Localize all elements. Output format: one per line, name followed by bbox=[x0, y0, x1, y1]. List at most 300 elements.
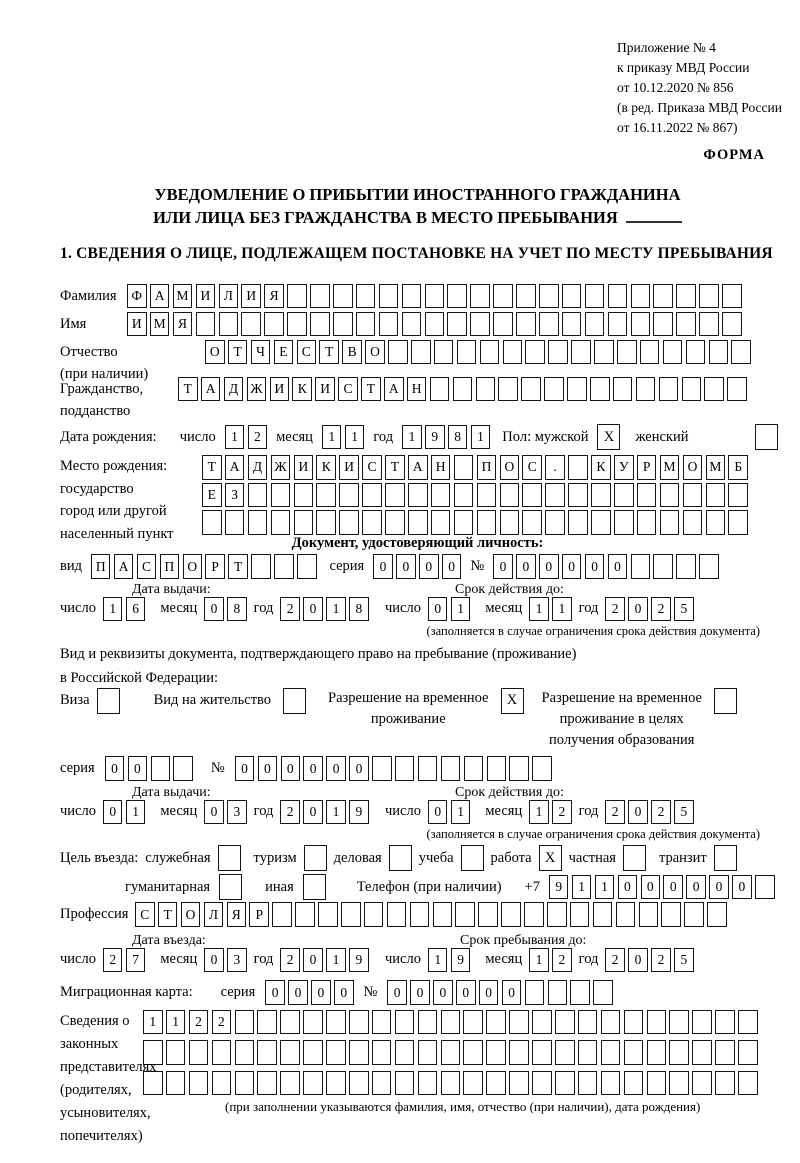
char-cell[interactable] bbox=[601, 1010, 621, 1035]
char-cell[interactable]: Т bbox=[202, 455, 222, 480]
char-cell[interactable] bbox=[532, 756, 552, 781]
char-cell[interactable] bbox=[614, 510, 634, 535]
char-cell[interactable]: 0 bbox=[387, 980, 407, 1005]
char-cell[interactable] bbox=[692, 1040, 712, 1065]
digit-cell[interactable]: 1 bbox=[322, 425, 342, 450]
char-cell[interactable]: М bbox=[706, 455, 726, 480]
char-cell[interactable] bbox=[379, 284, 399, 309]
char-cell[interactable]: 0 bbox=[334, 980, 354, 1005]
char-cell[interactable] bbox=[271, 510, 291, 535]
char-cell[interactable] bbox=[676, 554, 696, 579]
char-cell[interactable] bbox=[402, 312, 422, 337]
digit-cell[interactable]: 1 bbox=[103, 597, 123, 622]
char-cell[interactable]: 0 bbox=[326, 756, 346, 781]
digit-cell[interactable]: 2 bbox=[605, 800, 625, 825]
char-cell[interactable] bbox=[653, 284, 673, 309]
char-cell[interactable] bbox=[669, 1071, 689, 1096]
char-cell[interactable] bbox=[568, 483, 588, 508]
char-cell[interactable] bbox=[590, 377, 610, 402]
char-cell[interactable] bbox=[684, 902, 704, 927]
digit-cell[interactable]: 9 bbox=[349, 800, 369, 825]
char-cell[interactable] bbox=[522, 510, 542, 535]
char-cell[interactable] bbox=[287, 312, 307, 337]
digit-cell[interactable]: 5 bbox=[674, 948, 694, 973]
char-cell[interactable]: 0 bbox=[396, 554, 416, 579]
char-cell[interactable]: И bbox=[294, 455, 314, 480]
char-cell[interactable] bbox=[555, 1071, 575, 1096]
digit-cell[interactable]: 0 bbox=[303, 597, 323, 622]
char-cell[interactable] bbox=[682, 377, 702, 402]
char-cell[interactable]: Р bbox=[637, 455, 657, 480]
char-cell[interactable] bbox=[571, 340, 591, 365]
char-cell[interactable] bbox=[631, 554, 651, 579]
char-cell[interactable] bbox=[568, 455, 588, 480]
char-cell[interactable]: Я bbox=[173, 312, 193, 337]
char-cell[interactable]: Т bbox=[228, 554, 248, 579]
digit-cell[interactable]: 0 bbox=[204, 597, 224, 622]
char-cell[interactable] bbox=[509, 756, 529, 781]
char-cell[interactable] bbox=[539, 312, 559, 337]
char-cell[interactable] bbox=[395, 1040, 415, 1065]
char-cell[interactable] bbox=[271, 483, 291, 508]
digit-cell[interactable]: 2 bbox=[605, 597, 625, 622]
char-cell[interactable]: 0 bbox=[709, 875, 729, 900]
char-cell[interactable] bbox=[493, 284, 513, 309]
char-cell[interactable] bbox=[692, 1071, 712, 1096]
char-cell[interactable]: И bbox=[339, 455, 359, 480]
char-cell[interactable]: О bbox=[183, 554, 203, 579]
char-cell[interactable]: 0 bbox=[456, 980, 476, 1005]
char-cell[interactable]: М bbox=[660, 455, 680, 480]
char-cell[interactable] bbox=[151, 756, 171, 781]
char-cell[interactable] bbox=[418, 1010, 438, 1035]
char-cell[interactable] bbox=[212, 1040, 232, 1065]
char-cell[interactable]: 1 bbox=[595, 875, 615, 900]
char-cell[interactable] bbox=[585, 284, 605, 309]
char-cell[interactable] bbox=[326, 1071, 346, 1096]
char-cell[interactable] bbox=[562, 312, 582, 337]
char-cell[interactable]: О bbox=[500, 455, 520, 480]
char-cell[interactable]: 0 bbox=[288, 980, 308, 1005]
char-cell[interactable]: 0 bbox=[686, 875, 706, 900]
char-cell[interactable] bbox=[593, 902, 613, 927]
char-cell[interactable]: 0 bbox=[608, 554, 628, 579]
char-cell[interactable] bbox=[431, 510, 451, 535]
char-cell[interactable]: Т bbox=[228, 340, 248, 365]
digit-cell[interactable]: 8 bbox=[349, 597, 369, 622]
char-cell[interactable] bbox=[202, 510, 222, 535]
char-cell[interactable] bbox=[660, 483, 680, 508]
char-cell[interactable]: Т bbox=[319, 340, 339, 365]
char-cell[interactable] bbox=[447, 312, 467, 337]
char-cell[interactable] bbox=[532, 1010, 552, 1035]
digit-cell[interactable]: 2 bbox=[103, 948, 123, 973]
char-cell[interactable] bbox=[447, 284, 467, 309]
digit-cell[interactable]: 9 bbox=[451, 948, 471, 973]
digit-cell[interactable]: 2 bbox=[651, 800, 671, 825]
char-cell[interactable] bbox=[297, 554, 317, 579]
char-cell[interactable]: К bbox=[591, 455, 611, 480]
char-cell[interactable]: Л bbox=[204, 902, 224, 927]
char-cell[interactable] bbox=[568, 510, 588, 535]
char-cell[interactable]: О bbox=[365, 340, 385, 365]
char-cell[interactable] bbox=[738, 1040, 758, 1065]
char-cell[interactable] bbox=[434, 340, 454, 365]
digit-cell[interactable]: 5 bbox=[674, 597, 694, 622]
char-cell[interactable] bbox=[310, 312, 330, 337]
char-cell[interactable]: А bbox=[114, 554, 134, 579]
digit-cell[interactable]: 0 bbox=[303, 948, 323, 973]
char-cell[interactable]: А bbox=[408, 455, 428, 480]
char-cell[interactable]: С bbox=[297, 340, 317, 365]
purpose-private-checkbox[interactable] bbox=[623, 845, 646, 871]
digit-cell[interactable]: 2 bbox=[651, 948, 671, 973]
char-cell[interactable] bbox=[318, 902, 338, 927]
digit-cell[interactable]: 1 bbox=[345, 425, 365, 450]
char-cell[interactable] bbox=[503, 340, 523, 365]
char-cell[interactable] bbox=[212, 1071, 232, 1096]
char-cell[interactable]: И bbox=[196, 284, 216, 309]
char-cell[interactable]: Ч bbox=[251, 340, 271, 365]
digit-cell[interactable]: 0 bbox=[204, 948, 224, 973]
char-cell[interactable]: Б bbox=[728, 455, 748, 480]
char-cell[interactable] bbox=[385, 483, 405, 508]
char-cell[interactable] bbox=[274, 554, 294, 579]
char-cell[interactable] bbox=[547, 902, 567, 927]
char-cell[interactable] bbox=[303, 1040, 323, 1065]
char-cell[interactable] bbox=[631, 312, 651, 337]
char-cell[interactable] bbox=[624, 1040, 644, 1065]
char-cell[interactable] bbox=[257, 1040, 277, 1065]
char-cell[interactable]: С bbox=[522, 455, 542, 480]
char-cell[interactable]: 0 bbox=[419, 554, 439, 579]
char-cell[interactable] bbox=[333, 284, 353, 309]
char-cell[interactable] bbox=[251, 554, 271, 579]
char-cell[interactable]: 0 bbox=[493, 554, 513, 579]
char-cell[interactable]: 0 bbox=[479, 980, 499, 1005]
char-cell[interactable] bbox=[476, 377, 496, 402]
edu-permit-checkbox[interactable] bbox=[714, 688, 737, 714]
char-cell[interactable] bbox=[601, 1040, 621, 1065]
char-cell[interactable] bbox=[364, 902, 384, 927]
char-cell[interactable]: У bbox=[614, 455, 634, 480]
char-cell[interactable] bbox=[463, 1071, 483, 1096]
digit-cell[interactable]: 2 bbox=[280, 597, 300, 622]
char-cell[interactable]: 0 bbox=[303, 756, 323, 781]
char-cell[interactable] bbox=[402, 284, 422, 309]
char-cell[interactable]: Е bbox=[202, 483, 222, 508]
char-cell[interactable] bbox=[509, 1071, 529, 1096]
char-cell[interactable] bbox=[594, 340, 614, 365]
char-cell[interactable] bbox=[264, 312, 284, 337]
char-cell[interactable] bbox=[349, 1071, 369, 1096]
char-cell[interactable] bbox=[706, 483, 726, 508]
char-cell[interactable] bbox=[493, 312, 513, 337]
char-cell[interactable] bbox=[498, 377, 518, 402]
char-cell[interactable]: 0 bbox=[349, 756, 369, 781]
char-cell[interactable] bbox=[470, 312, 490, 337]
char-cell[interactable] bbox=[294, 510, 314, 535]
digit-cell[interactable]: 5 bbox=[674, 800, 694, 825]
purpose-other-checkbox[interactable] bbox=[303, 874, 326, 900]
char-cell[interactable] bbox=[683, 483, 703, 508]
char-cell[interactable] bbox=[516, 312, 536, 337]
digit-cell[interactable]: 1 bbox=[326, 948, 346, 973]
char-cell[interactable]: 0 bbox=[105, 756, 125, 781]
digit-cell[interactable]: 1 bbox=[529, 800, 549, 825]
residence-permit-checkbox[interactable] bbox=[283, 688, 306, 714]
char-cell[interactable] bbox=[525, 340, 545, 365]
char-cell[interactable]: М bbox=[173, 284, 193, 309]
char-cell[interactable] bbox=[166, 1071, 186, 1096]
char-cell[interactable]: Я bbox=[227, 902, 247, 927]
char-cell[interactable] bbox=[356, 284, 376, 309]
char-cell[interactable] bbox=[418, 1040, 438, 1065]
digit-cell[interactable]: 2 bbox=[605, 948, 625, 973]
char-cell[interactable] bbox=[372, 1071, 392, 1096]
char-cell[interactable] bbox=[663, 340, 683, 365]
char-cell[interactable] bbox=[425, 312, 445, 337]
char-cell[interactable]: С bbox=[338, 377, 358, 402]
char-cell[interactable] bbox=[486, 1010, 506, 1035]
char-cell[interactable] bbox=[636, 377, 656, 402]
digit-cell[interactable]: 2 bbox=[552, 800, 572, 825]
char-cell[interactable]: 0 bbox=[311, 980, 331, 1005]
char-cell[interactable] bbox=[661, 902, 681, 927]
char-cell[interactable] bbox=[430, 377, 450, 402]
digit-cell[interactable]: 7 bbox=[126, 948, 146, 973]
char-cell[interactable] bbox=[601, 1071, 621, 1096]
digit-cell[interactable]: 0 bbox=[428, 597, 448, 622]
char-cell[interactable]: 0 bbox=[373, 554, 393, 579]
char-cell[interactable]: В bbox=[342, 340, 362, 365]
char-cell[interactable]: А bbox=[225, 455, 245, 480]
digit-cell[interactable]: 0 bbox=[103, 800, 123, 825]
char-cell[interactable]: А bbox=[384, 377, 404, 402]
char-cell[interactable] bbox=[591, 483, 611, 508]
char-cell[interactable] bbox=[463, 1040, 483, 1065]
purpose-official-checkbox[interactable] bbox=[218, 845, 241, 871]
visa-checkbox[interactable] bbox=[97, 688, 120, 714]
char-cell[interactable]: А bbox=[150, 284, 170, 309]
char-cell[interactable]: И bbox=[315, 377, 335, 402]
char-cell[interactable]: Я bbox=[264, 284, 284, 309]
char-cell[interactable] bbox=[395, 756, 415, 781]
char-cell[interactable]: 1 bbox=[572, 875, 592, 900]
char-cell[interactable]: С bbox=[362, 455, 382, 480]
char-cell[interactable] bbox=[570, 980, 590, 1005]
char-cell[interactable]: Ж bbox=[271, 455, 291, 480]
char-cell[interactable] bbox=[501, 902, 521, 927]
digit-cell[interactable]: 1 bbox=[451, 597, 471, 622]
char-cell[interactable] bbox=[225, 510, 245, 535]
digit-cell[interactable]: 1 bbox=[225, 425, 245, 450]
char-cell[interactable] bbox=[624, 1071, 644, 1096]
digit-cell[interactable]: 9 bbox=[425, 425, 445, 450]
char-cell[interactable] bbox=[408, 483, 428, 508]
char-cell[interactable] bbox=[464, 756, 484, 781]
purpose-transit-checkbox[interactable] bbox=[714, 845, 737, 871]
char-cell[interactable] bbox=[385, 510, 405, 535]
char-cell[interactable] bbox=[235, 1071, 255, 1096]
char-cell[interactable] bbox=[608, 284, 628, 309]
char-cell[interactable] bbox=[379, 312, 399, 337]
char-cell[interactable] bbox=[731, 340, 751, 365]
digit-cell[interactable]: 6 bbox=[126, 597, 146, 622]
char-cell[interactable] bbox=[692, 1010, 712, 1035]
char-cell[interactable] bbox=[555, 1040, 575, 1065]
purpose-study-checkbox[interactable] bbox=[461, 845, 484, 871]
char-cell[interactable] bbox=[431, 483, 451, 508]
char-cell[interactable] bbox=[387, 902, 407, 927]
char-cell[interactable] bbox=[248, 510, 268, 535]
char-cell[interactable] bbox=[410, 902, 430, 927]
char-cell[interactable] bbox=[707, 902, 727, 927]
char-cell[interactable]: 0 bbox=[442, 554, 462, 579]
char-cell[interactable]: Т bbox=[158, 902, 178, 927]
char-cell[interactable]: З bbox=[225, 483, 245, 508]
char-cell[interactable]: 9 bbox=[549, 875, 569, 900]
digit-cell[interactable]: 2 bbox=[651, 597, 671, 622]
char-cell[interactable] bbox=[624, 1010, 644, 1035]
char-cell[interactable] bbox=[418, 756, 438, 781]
digit-cell[interactable]: 0 bbox=[204, 800, 224, 825]
char-cell[interactable] bbox=[326, 1040, 346, 1065]
char-cell[interactable] bbox=[486, 1040, 506, 1065]
digit-cell[interactable]: 2 bbox=[552, 948, 572, 973]
char-cell[interactable] bbox=[280, 1010, 300, 1035]
char-cell[interactable] bbox=[235, 1040, 255, 1065]
char-cell[interactable] bbox=[653, 554, 673, 579]
char-cell[interactable]: П bbox=[160, 554, 180, 579]
char-cell[interactable] bbox=[441, 1040, 461, 1065]
char-cell[interactable] bbox=[728, 510, 748, 535]
digit-cell[interactable]: 1 bbox=[471, 425, 491, 450]
char-cell[interactable] bbox=[578, 1010, 598, 1035]
char-cell[interactable] bbox=[728, 483, 748, 508]
char-cell[interactable] bbox=[395, 1071, 415, 1096]
temp-permit-checkbox[interactable]: X bbox=[501, 688, 524, 714]
char-cell[interactable] bbox=[372, 1040, 392, 1065]
char-cell[interactable] bbox=[257, 1071, 277, 1096]
char-cell[interactable] bbox=[339, 510, 359, 535]
char-cell[interactable] bbox=[362, 510, 382, 535]
char-cell[interactable] bbox=[722, 284, 742, 309]
char-cell[interactable] bbox=[487, 756, 507, 781]
char-cell[interactable] bbox=[516, 284, 536, 309]
char-cell[interactable] bbox=[411, 340, 431, 365]
char-cell[interactable] bbox=[532, 1040, 552, 1065]
char-cell[interactable] bbox=[686, 340, 706, 365]
char-cell[interactable] bbox=[189, 1071, 209, 1096]
char-cell[interactable] bbox=[425, 284, 445, 309]
char-cell[interactable] bbox=[659, 377, 679, 402]
char-cell[interactable] bbox=[310, 284, 330, 309]
char-cell[interactable] bbox=[525, 980, 545, 1005]
char-cell[interactable] bbox=[660, 510, 680, 535]
char-cell[interactable]: 0 bbox=[265, 980, 285, 1005]
char-cell[interactable] bbox=[480, 340, 500, 365]
char-cell[interactable] bbox=[257, 1010, 277, 1035]
char-cell[interactable] bbox=[555, 1010, 575, 1035]
char-cell[interactable] bbox=[349, 1010, 369, 1035]
char-cell[interactable] bbox=[521, 377, 541, 402]
char-cell[interactable] bbox=[166, 1040, 186, 1065]
char-cell[interactable]: Т bbox=[178, 377, 198, 402]
char-cell[interactable]: Е bbox=[274, 340, 294, 365]
char-cell[interactable]: Т bbox=[361, 377, 381, 402]
char-cell[interactable] bbox=[303, 1010, 323, 1035]
digit-cell[interactable]: 2 bbox=[248, 425, 268, 450]
char-cell[interactable]: П bbox=[477, 455, 497, 480]
char-cell[interactable]: Н bbox=[407, 377, 427, 402]
char-cell[interactable] bbox=[295, 902, 315, 927]
char-cell[interactable] bbox=[653, 312, 673, 337]
char-cell[interactable] bbox=[699, 284, 719, 309]
char-cell[interactable]: 0 bbox=[641, 875, 661, 900]
char-cell[interactable]: 0 bbox=[539, 554, 559, 579]
digit-cell[interactable]: 0 bbox=[628, 948, 648, 973]
gender-female-checkbox[interactable] bbox=[755, 424, 778, 450]
char-cell[interactable] bbox=[699, 312, 719, 337]
char-cell[interactable] bbox=[441, 1071, 461, 1096]
char-cell[interactable]: И bbox=[270, 377, 290, 402]
char-cell[interactable]: 0 bbox=[281, 756, 301, 781]
char-cell[interactable]: О bbox=[181, 902, 201, 927]
char-cell[interactable] bbox=[637, 483, 657, 508]
char-cell[interactable] bbox=[647, 1010, 667, 1035]
digit-cell[interactable]: 8 bbox=[227, 597, 247, 622]
char-cell[interactable] bbox=[699, 554, 719, 579]
char-cell[interactable]: Д bbox=[248, 455, 268, 480]
char-cell[interactable] bbox=[676, 284, 696, 309]
char-cell[interactable]: Р bbox=[249, 902, 269, 927]
purpose-business-checkbox[interactable] bbox=[389, 845, 412, 871]
char-cell[interactable] bbox=[272, 902, 292, 927]
char-cell[interactable]: Л bbox=[219, 284, 239, 309]
digit-cell[interactable]: 8 bbox=[448, 425, 468, 450]
char-cell[interactable] bbox=[280, 1071, 300, 1096]
char-cell[interactable] bbox=[303, 1071, 323, 1096]
char-cell[interactable]: Ф bbox=[127, 284, 147, 309]
digit-cell[interactable]: 1 bbox=[451, 800, 471, 825]
char-cell[interactable] bbox=[316, 510, 336, 535]
char-cell[interactable] bbox=[433, 902, 453, 927]
char-cell[interactable] bbox=[709, 340, 729, 365]
char-cell[interactable]: Т bbox=[385, 455, 405, 480]
gender-male-checkbox[interactable]: X bbox=[597, 424, 620, 450]
char-cell[interactable] bbox=[477, 483, 497, 508]
digit-cell[interactable]: 1 bbox=[552, 597, 572, 622]
char-cell[interactable] bbox=[755, 875, 775, 900]
char-cell[interactable] bbox=[544, 377, 564, 402]
char-cell[interactable] bbox=[715, 1010, 735, 1035]
char-cell[interactable] bbox=[567, 377, 587, 402]
char-cell[interactable] bbox=[477, 510, 497, 535]
char-cell[interactable] bbox=[669, 1010, 689, 1035]
char-cell[interactable] bbox=[545, 510, 565, 535]
char-cell[interactable]: О bbox=[683, 455, 703, 480]
char-cell[interactable] bbox=[280, 1040, 300, 1065]
digit-cell[interactable]: 1 bbox=[402, 425, 422, 450]
char-cell[interactable] bbox=[457, 340, 477, 365]
char-cell[interactable] bbox=[706, 510, 726, 535]
char-cell[interactable] bbox=[532, 1071, 552, 1096]
char-cell[interactable] bbox=[509, 1010, 529, 1035]
char-cell[interactable] bbox=[418, 1071, 438, 1096]
digit-cell[interactable]: 2 bbox=[280, 948, 300, 973]
purpose-tourism-checkbox[interactable] bbox=[304, 845, 327, 871]
